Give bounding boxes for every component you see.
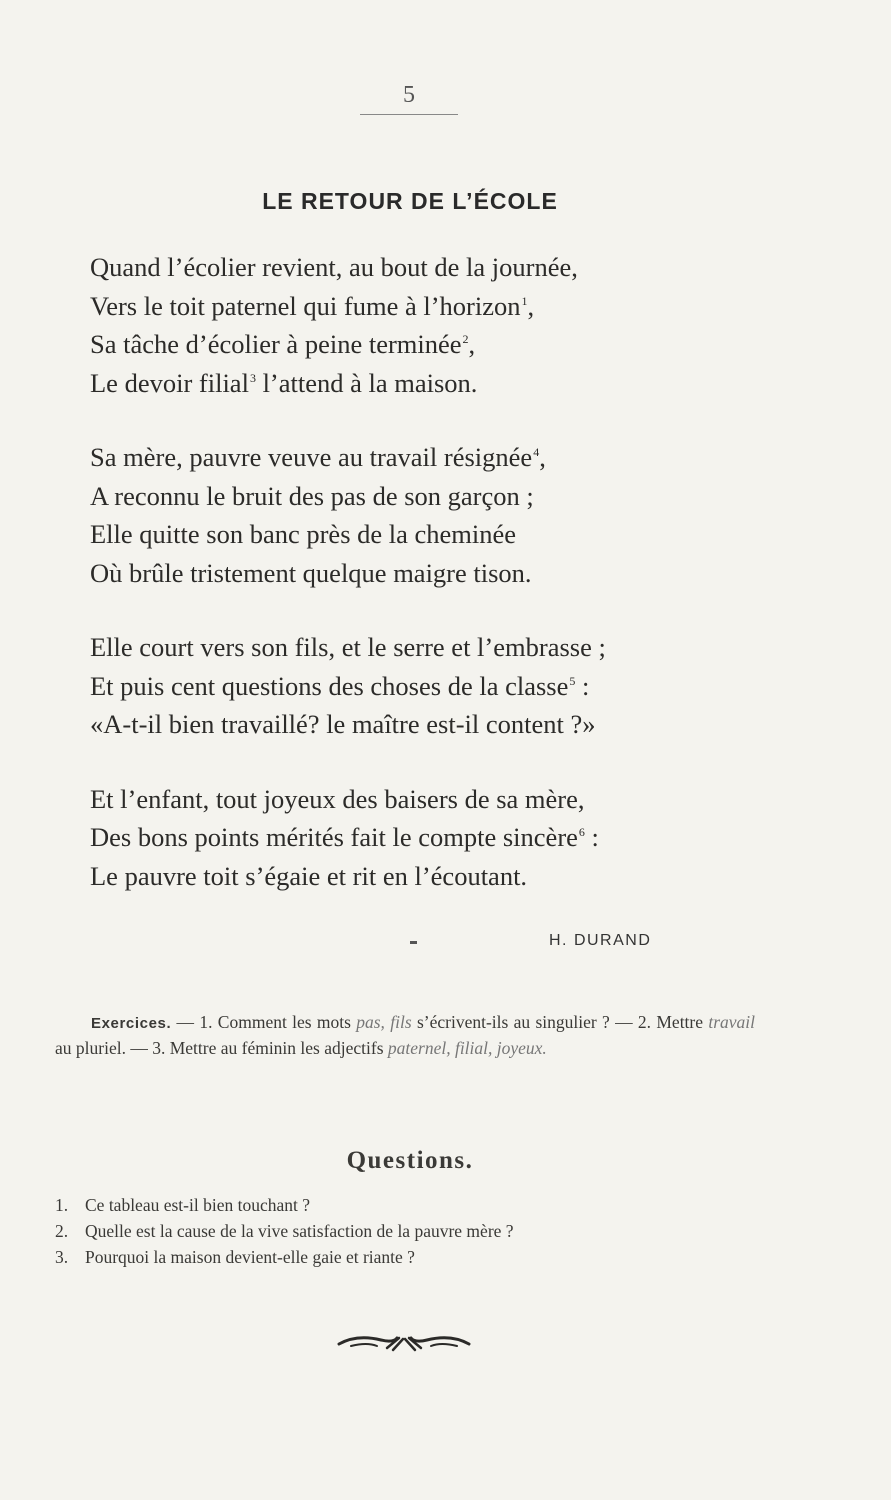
verse: Le devoir filial$^3$ l’attend à la maison.: [90, 367, 478, 398]
verse: Sa mère, pauvre veuve au travail résignée$^4$,: [90, 442, 546, 472]
verse: «A-t-il bien travaillé? le maître est-il content ?»: [90, 709, 596, 739]
stanza-4: [90, 780, 790, 896]
exercise-italic-words: paternel, filial, joyeux.: [387, 1038, 547, 1058]
verse: Des bons points mérités fait le compte sincère$^6$ :: [90, 822, 599, 852]
footnote-marker: 2: [462, 332, 469, 347]
footnote-marker: 5: [569, 673, 576, 688]
verse: Le pauvre toit s’égaie et rit en l’écoutant.: [90, 860, 528, 891]
exercises-paragraph: Exercices. — 1. Comment les mots pas, fils s’écrivent-ils au singulier ? — 2. Mettre travail au pluriel. — 3. Mettre au féminin les adjectifs paternel, filial, joyeux.: [55, 1012, 755, 1058]
verse: Elle quitte son banc près de la cheminée: [90, 519, 517, 549]
question-item: 1. Ce tableau est-il bien touchant ?: [55, 1195, 310, 1215]
poem: [90, 248, 790, 931]
footnote-marker: 1: [521, 293, 528, 308]
verse: Sa tâche d’écolier à peine terminée$^2$,: [90, 329, 476, 359]
question-item: 2. Quelle est la cause de la vive satisfaction de la pauvre mère ?: [55, 1221, 514, 1241]
verse: Quand l’écolier revient, au bout de la journée,: [90, 252, 578, 282]
verse: Où brûle tristement quelque maigre tison.: [90, 557, 532, 588]
stanza-2: [90, 438, 790, 592]
footnote-marker: 6: [578, 825, 585, 840]
stanza-3: [90, 628, 790, 744]
stanza-1: [90, 248, 790, 402]
verse: Elle court vers son fils, et le serre et l’embrasse ;: [90, 632, 606, 662]
exercises-heading: Exercices.: [91, 1015, 172, 1032]
footnote-marker: 4: [533, 445, 540, 460]
author-dash: [410, 941, 417, 944]
verse: A reconnu le bruit des pas de son garçon ;: [90, 480, 534, 511]
end-ornament-icon: [337, 1330, 471, 1356]
exercise-italic-words: travail: [708, 1012, 755, 1032]
question-item: 3. Pourquoi la maison devient-elle gaie et riante ?: [55, 1247, 415, 1267]
questions-heading: Questions.: [346, 1147, 474, 1174]
page-number: 5: [403, 82, 415, 108]
exercise-italic-words: pas, fils: [356, 1012, 412, 1032]
footnote-marker: 3: [249, 370, 256, 385]
author-signature: H. DURAND: [549, 932, 652, 949]
verse: Vers le toit paternel qui fume à l’horizon$^1$,: [90, 290, 535, 321]
poem-title: LE RETOUR DE L’ÉCOLE: [262, 188, 558, 214]
questions-list: [55, 1192, 775, 1270]
verse: Et puis cent questions des choses de la classe$^5$ :: [90, 670, 590, 701]
page-number-rule: [360, 114, 458, 115]
verse: Et l’enfant, tout joyeux des baisers de sa mère,: [90, 783, 585, 814]
